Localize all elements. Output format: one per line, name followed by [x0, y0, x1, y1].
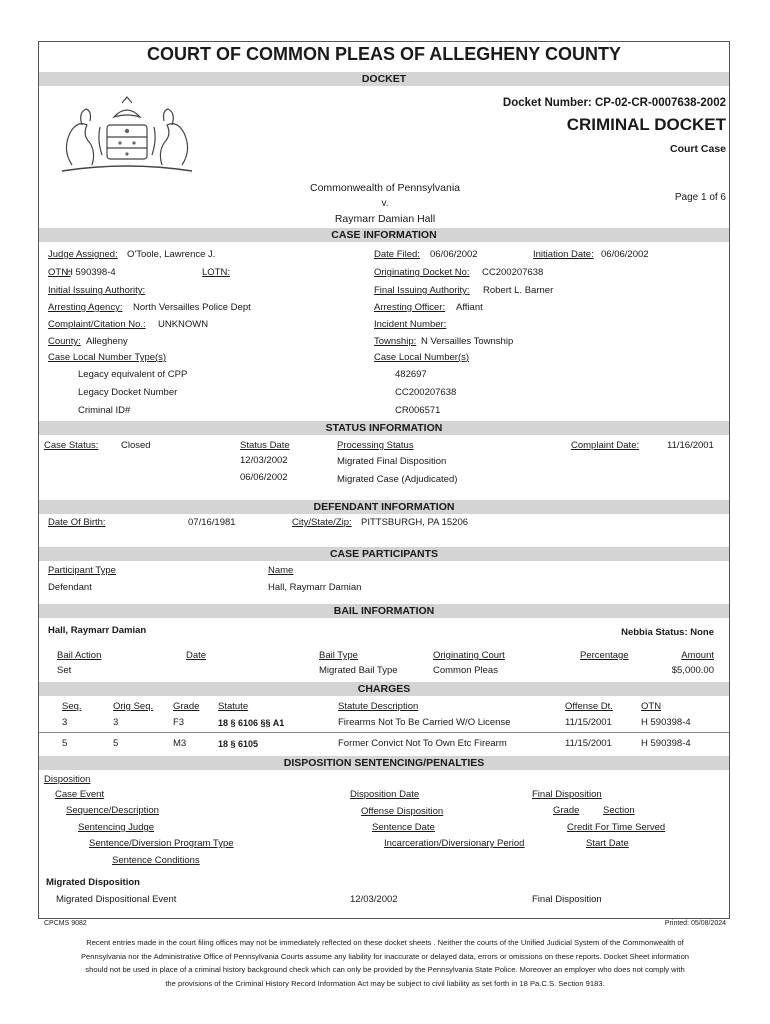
bail-defendant-name: Hall, Raymarr Damian — [48, 625, 147, 636]
grade-label: Grade — [553, 805, 580, 816]
migrated-date: 12/03/2002 — [350, 894, 398, 905]
bail-information-band: BAIL INFORMATION — [39, 604, 729, 618]
status-date: 12/03/2002 — [240, 455, 288, 466]
lotn-label: LOTN: — [202, 267, 230, 278]
docket-number: Docket Number: CP-02-CR-0007638-2002 — [502, 97, 726, 109]
charge-orig-seq: 5 — [113, 738, 119, 749]
charge-row-divider — [39, 732, 729, 733]
final-disposition-label: Final Disposition — [532, 789, 602, 800]
final-authority-label: Final Issuing Authority: — [374, 285, 470, 296]
originating-court-value: Common Pleas — [433, 665, 498, 676]
date-filed-label: Date Filed: — [374, 249, 420, 260]
docket-type: CRIMINAL DOCKET — [566, 115, 726, 134]
township-label: Township: — [374, 336, 417, 347]
local-number-type-label: Case Local Number Type(s) — [48, 352, 167, 363]
case-participants-band: CASE PARTICIPANTS — [39, 547, 729, 561]
participant-name-value: Hall, Raymarr Damian — [268, 582, 362, 593]
county-value: Allegheny — [86, 336, 128, 347]
charge-grade-header: Grade — [173, 701, 200, 712]
disclaimer-notice: Recent entries made in the court filing offices may not be immediately reflected on these docket sheets . Neither the courts of the Unified Judicial System of the Commonwealth of Pennsylvania nor the Administrative Office of Pennsylvania Courts assume any liability for inaccurate or delayed data, errors or omissions on these reports. Docket Sheet information should not be used in place of a criminal history background check which can only be provided by the Pennsylvania State Police. Moreover an employer who does not comply with the provisions of the Criminal History Record Information Act may be subject to civil liability as set forth in 18 Pa.C.S. Section 9183. — [80, 938, 690, 988]
bail-type-value: Migrated Bail Type — [319, 665, 398, 676]
migrated-final-disposition: Final Disposition — [532, 894, 602, 905]
case-information-band: CASE INFORMATION — [39, 228, 729, 242]
arresting-officer-value: Affiant — [456, 302, 483, 313]
bail-action-value: Set — [57, 665, 72, 676]
participant-type-label: Participant Type — [48, 565, 116, 576]
initial-authority-label: Initial Issuing Authority: — [48, 285, 146, 296]
charge-statute-header: Statute — [218, 701, 249, 712]
charge-statute: 18 § 6106 §§ A1 — [218, 718, 285, 728]
disposition-label: Disposition — [44, 774, 91, 785]
defendant-information-band: DEFENDANT INFORMATION — [39, 500, 729, 514]
charge-seq: 5 — [62, 738, 68, 749]
caption-defendant: Raymarr Damian Hall — [334, 213, 436, 225]
charge-seq-header: Seq. — [62, 701, 82, 712]
program-type-label: Sentence/Diversion Program Type — [89, 838, 234, 849]
incident-number-label: Incident Number: — [374, 319, 447, 330]
local-number-type: Criminal ID# — [78, 405, 131, 416]
disposition-band: DISPOSITION SENTENCING/PENALTIES — [39, 756, 729, 770]
sentencing-judge-label: Sentencing Judge — [78, 822, 155, 833]
pennsylvania-seal-icon — [52, 95, 202, 175]
complaint-citation-label: Complaint/Citation No.: — [48, 319, 146, 330]
caption-plaintiff: Commonwealth of Pennsylvania — [310, 182, 460, 194]
otn-label: OTN: — [48, 267, 71, 278]
otn-value: H 590398-4 — [66, 267, 116, 278]
complaint-citation-value: UNKNOWN — [158, 319, 209, 330]
processing-status: Migrated Case (Adjudicated) — [337, 474, 458, 485]
sentence-date-label: Sentence Date — [372, 822, 435, 833]
charge-orig-seq-header: Orig Seq. — [113, 701, 154, 712]
local-number-type: Legacy equivalent of CPP — [78, 369, 188, 380]
city-state-zip-value: PITTSBURGH, PA 15206 — [361, 517, 469, 528]
charge-grade: F3 — [173, 717, 185, 728]
arresting-officer-label: Arresting Officer: — [374, 302, 446, 313]
charge-description: Firearms Not To Be Carried W/O License — [338, 717, 511, 728]
amount-label: Amount — [681, 650, 714, 661]
charge-statute: 18 § 6105 — [218, 739, 259, 749]
case-status-value: Closed — [121, 440, 151, 451]
arresting-agency-label: Arresting Agency: — [48, 302, 123, 313]
charge-grade: M3 — [173, 738, 187, 749]
charge-otn: H 590398-4 — [641, 717, 691, 728]
dob-value: 07/16/1981 — [188, 517, 236, 528]
participant-type-value: Defendant — [48, 582, 92, 593]
bail-date-label: Date — [186, 650, 207, 661]
originating-docket-label: Originating Docket No: — [374, 267, 470, 278]
participant-name-label: Name — [268, 565, 294, 576]
final-authority-value: Robert L. Barner — [483, 285, 554, 296]
charge-otn-header: OTN — [641, 701, 662, 712]
judge-label: Judge Assigned: — [48, 249, 118, 260]
status-date: 06/06/2002 — [240, 472, 288, 483]
amount-value: $5,000.00 — [671, 665, 714, 676]
initiation-date-value: 06/06/2002 — [601, 249, 649, 260]
charge-offense-date-header: Offense Dt. — [565, 701, 613, 712]
form-id: CPCMS 9082 — [44, 920, 87, 927]
docket-band: DOCKET — [39, 72, 729, 86]
local-number-label: Case Local Number(s) — [374, 352, 470, 363]
local-number: 482697 — [395, 369, 427, 380]
nebbia-status: Nebbia Status: None — [621, 627, 714, 638]
dob-label: Date Of Birth: — [48, 517, 106, 528]
complaint-date-label: Complaint Date: — [571, 440, 640, 451]
county-label: County: — [48, 336, 81, 347]
case-event-label: Case Event — [55, 789, 105, 800]
status-information-band: STATUS INFORMATION — [39, 421, 729, 435]
migrated-event: Migrated Dispositional Event — [56, 894, 177, 905]
initiation-date-label: Initiation Date: — [533, 249, 594, 260]
charges-band: CHARGES — [39, 682, 729, 696]
charge-description-header: Statute Description — [338, 701, 419, 712]
charge-description: Former Convict Not To Own Etc Firearm — [338, 738, 507, 749]
charge-otn: H 590398-4 — [641, 738, 691, 749]
charge-seq: 3 — [62, 717, 68, 728]
percentage-label: Percentage — [580, 650, 629, 661]
court-case-label: Court Case — [669, 143, 726, 155]
arresting-agency-value: North Versailles Police Dept — [133, 302, 251, 313]
charge-orig-seq: 3 — [113, 717, 119, 728]
incarceration-label: Incarceration/Diversionary Period — [384, 838, 525, 849]
local-number-type: Legacy Docket Number — [78, 387, 178, 398]
start-date-label: Start Date — [586, 838, 629, 849]
section-label: Section — [603, 805, 635, 816]
judge-value: O'Toole, Lawrence J. — [127, 249, 216, 260]
page-indicator: Page 1 of 6 — [674, 192, 726, 203]
printed-date: Printed: 05/08/2024 — [664, 920, 726, 927]
local-number: CR006571 — [395, 405, 441, 416]
charge-offense-date: 11/15/2001 — [565, 717, 612, 728]
originating-court-label: Originating Court — [433, 650, 505, 661]
credit-time-served-label: Credit For Time Served — [567, 822, 666, 833]
migrated-disposition-title: Migrated Disposition — [46, 877, 140, 888]
case-status-label: Case Status: — [44, 440, 99, 451]
sentence-conditions-label: Sentence Conditions — [112, 855, 200, 866]
local-number: CC200207638 — [395, 387, 457, 398]
bail-action-label: Bail Action — [57, 650, 102, 661]
city-state-zip-label: City/State/Zip: — [292, 517, 352, 528]
complaint-date-value: 11/16/2001 — [667, 440, 714, 451]
originating-docket-value: CC200207638 — [482, 267, 544, 278]
processing-status: Migrated Final Disposition — [337, 456, 447, 467]
date-filed-value: 06/06/2002 — [430, 249, 478, 260]
township-value: N Versailles Township — [421, 336, 514, 347]
court-title: COURT OF COMMON PLEAS OF ALLEGHENY COUNTY — [146, 44, 621, 64]
disposition-date-label: Disposition Date — [350, 789, 420, 800]
offense-disposition-label: Offense Disposition — [361, 806, 444, 817]
caption-versus: v. — [381, 198, 389, 209]
sequence-description-label: Sequence/Description — [66, 805, 159, 816]
processing-status-label: Processing Status — [337, 440, 414, 451]
bail-type-label: Bail Type — [319, 650, 358, 661]
status-date-label: Status Date — [240, 440, 290, 451]
charge-offense-date: 11/15/2001 — [565, 738, 612, 749]
